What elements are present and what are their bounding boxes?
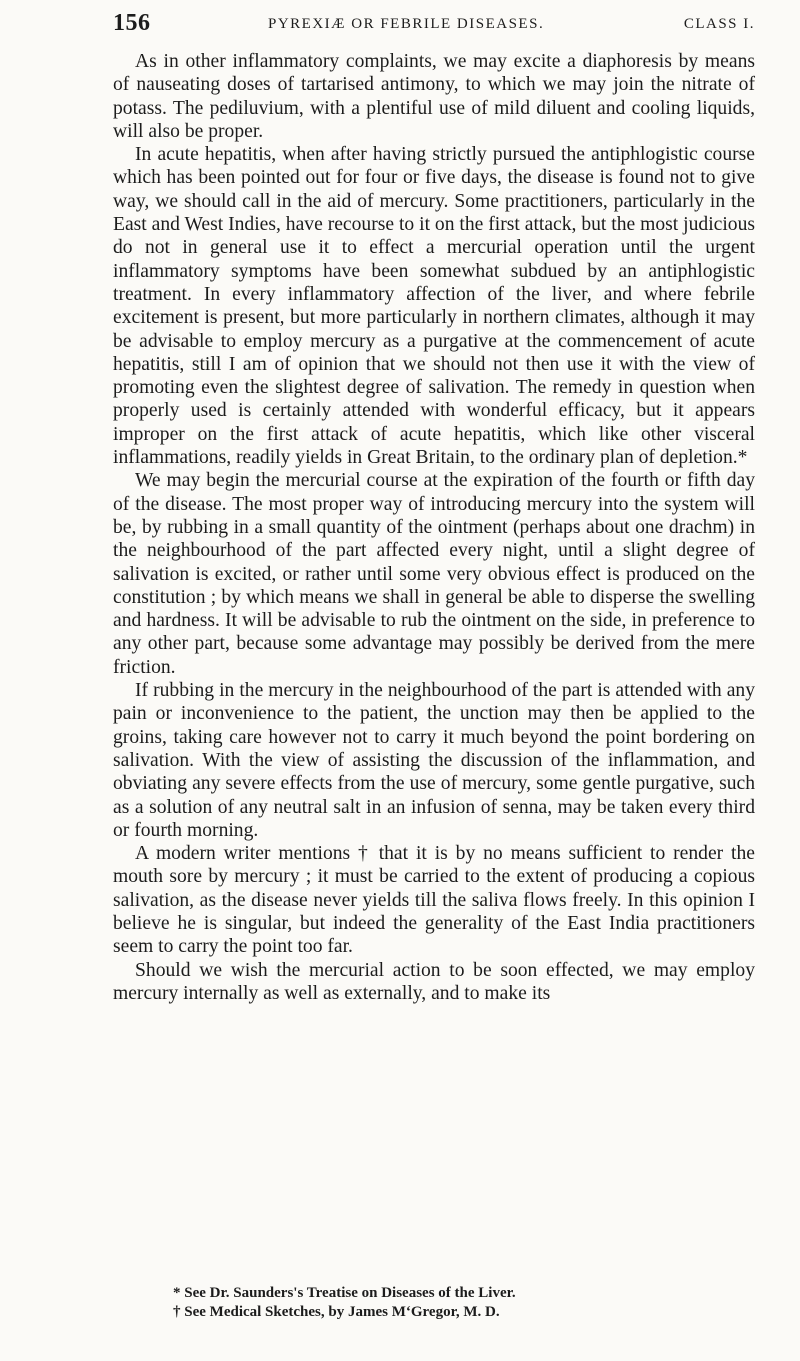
footnote-saunders: * See Dr. Saunders's Treatise on Diseases of the Liver.	[173, 1285, 516, 1301]
running-title: PYREXIÆ OR FEBRILE DISEASES.	[268, 16, 545, 32]
footnote-mcgregor: † See Medical Sketches, by James M‘Gregor, M. D.	[173, 1304, 500, 1320]
paragraph-modern-writer: A modern writer mentions † that it is by no means sufficient to render the mouth sore by mercury ; it must be carried to the extent of producing a copious salivation, as the disease never yields till the saliva flows freely. In this opinion I believe he is singular, but indeed the generality of the East India practitioners seem to carry the point too far.	[113, 843, 755, 958]
page-number: 156	[113, 10, 151, 36]
running-head	[113, 10, 755, 42]
class-label: CLASS I.	[683, 16, 755, 32]
body-text	[113, 50, 755, 1005]
paragraph-internal-mercury: Should we wish the mercurial action to be soon effected, we may employ mercury internally as well as externally, and to make its	[113, 959, 755, 1004]
paragraph-mercurial-course: We may begin the mercurial course at the expiration of the fourth or fifth day of the disease. The most proper way of introducing mercury into the system will be, by rubbing in a small quantity of the ointment (perhaps about one drachm) in the neighbourhood of the part affected every night, until a slight degree of salivation is excited, or rather until some very obvious effect is produced on the constitution ; by which means we shall in general be able to disperse the swelling and hardness. It will be advisable to rub the ointment on the side, in preference to any other part, because some advantage may possibly be derived from the mere friction.	[113, 470, 755, 678]
paragraph-diaphoresis: As in other inflammatory complaints, we may excite a diaphoresis by means of nauseating doses of tartarised antimony, to which we may join the nitrate of potass. The pediluvium, with a plentiful use of mild diluent and cooling liquids, will also be proper.	[113, 51, 755, 142]
footnotes	[113, 1284, 755, 1322]
paragraph-rubbing-mercury: If rubbing in the mercury in the neighbourhood of the part is attended with any pain or inconvenience to the patient, the unction may then be applied to the groins, taking care however not to carry it much beyond the point bordering on salivation. With the view of assisting the discussion of the inflammation, and obviating any severe effects from the use of mercury, some gentle purgative, such as a solution of any neutral salt in an infusion of senna, may be taken every third or fourth morning.	[113, 680, 755, 841]
paragraph-acute-hepatitis: In acute hepatitis, when after having strictly pursued the antiphlogistic course which has been pointed out for four or five days, the disease is found not to give way, we should call in the aid of mercury. Some practitioners, particularly in the East and West Indies, have recourse to it on the first attack, but the most judicious do not in general use it to effect a mercurial operation until the urgent inflammatory symptoms have been somewhat subdued by an antiphlogistic treatment. In every inflammatory affection of the liver, and where febrile excitement is present, but more particularly in northern climates, although it may be advisable to employ mercury as a purgative at the commencement of acute hepatitis, still I am of opinion that we should not then use it with the view of promoting even the slightest degree of salivation. The remedy in question when properly used is certainly attended with wonderful efficacy, but it appears improper on the first attack of acute hepatitis, which like other visceral inflammations, readily yields in Great Britain, to the ordinary plan of depletion.*	[113, 144, 755, 469]
